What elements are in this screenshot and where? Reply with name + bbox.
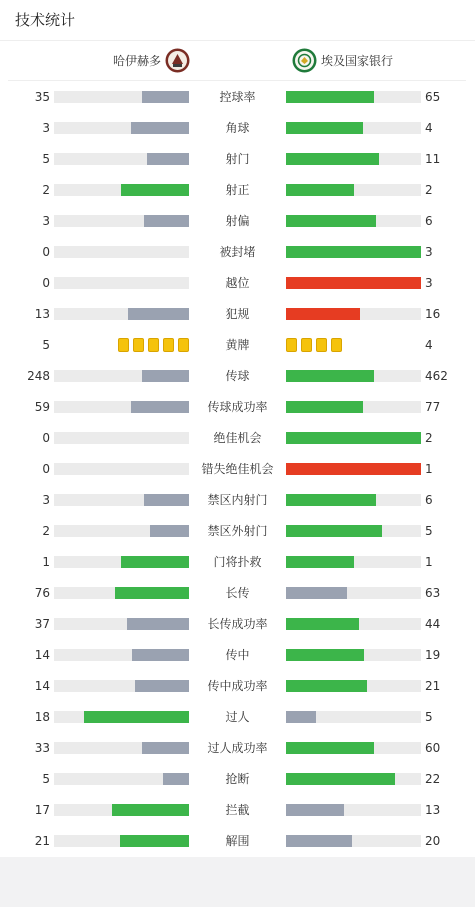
stat-row (0, 825, 475, 856)
away-stat-value: 3 (425, 245, 433, 259)
home-stat-bar-fill (132, 649, 189, 661)
home-stat-value: 59 (34, 400, 50, 414)
away-stat-bar-track (286, 494, 421, 506)
yellow-card-icon (301, 338, 312, 352)
stat-row (0, 484, 475, 515)
away-stat-bar-fill (286, 525, 382, 537)
away-stat-bar-track (286, 91, 421, 103)
stat-label: 传球 (225, 369, 250, 383)
home-stat-bar-track (54, 587, 189, 599)
yellow-card-icon (163, 338, 174, 352)
home-stat-bar-track (54, 91, 189, 103)
away-stat-bar-track (286, 525, 421, 537)
stat-label: 禁区内射门 (207, 493, 268, 507)
yellow-card-icon (148, 338, 159, 352)
away-stat-value: 4 (425, 121, 433, 135)
home-stat-value: 18 (34, 710, 50, 724)
away-stat-bar-track (286, 680, 421, 692)
home-stat-bar-fill (131, 122, 189, 134)
away-stat-value: 6 (425, 493, 433, 507)
stat-label: 抢断 (225, 772, 250, 786)
away-stat-bar-track (286, 184, 421, 196)
home-stat-value: 21 (34, 834, 50, 848)
away-stat-bar-track (286, 463, 421, 475)
away-stat-value: 6 (425, 214, 433, 228)
home-stat-bar-fill (84, 711, 189, 723)
home-stat-bar-fill (135, 680, 189, 692)
stat-row (0, 298, 475, 329)
stat-row (0, 453, 475, 484)
stat-label: 控球率 (219, 90, 256, 104)
stat-row (0, 81, 475, 112)
away-stat-value: 20 (425, 834, 441, 848)
away-stat-bar-track (286, 153, 421, 165)
away-stat-bar-track (286, 432, 421, 444)
stat-label: 射门 (225, 152, 250, 166)
stat-row (0, 360, 475, 391)
home-stat-bar-track (54, 618, 189, 630)
away-stat-bar-track (286, 277, 421, 289)
home-stat-value: 3 (42, 121, 50, 135)
home-stat-bar-track (54, 463, 189, 475)
stat-row (0, 794, 475, 825)
stat-label: 禁区外射门 (207, 524, 268, 538)
away-stat-bar-fill (286, 649, 364, 661)
away-stat-bar-fill (286, 215, 376, 227)
home-team-name: 哈伊赫多 (112, 54, 161, 68)
away-stat-bar-track (286, 122, 421, 134)
home-stat-bar-track (54, 401, 189, 413)
yellow-card-icon (286, 338, 297, 352)
home-stat-bar-track (54, 308, 189, 320)
yellow-card-icon (316, 338, 327, 352)
away-stat-value: 19 (425, 648, 441, 662)
stat-label: 犯规 (225, 307, 250, 321)
page-title: 技术统计 (15, 11, 76, 29)
away-stat-bar-fill (286, 401, 363, 413)
away-stat-value: 5 (425, 710, 433, 724)
stat-row (0, 174, 475, 205)
yellow-card-icon (331, 338, 342, 352)
away-stat-bar-fill (286, 308, 360, 320)
home-stat-value: 37 (34, 617, 50, 631)
home-stat-bar-track (54, 246, 189, 258)
stat-label: 传中 (225, 648, 250, 662)
stat-label: 传中成功率 (207, 679, 268, 693)
stat-label: 过人 (225, 710, 250, 724)
away-stat-bar-fill (286, 680, 367, 692)
stat-label: 解围 (225, 834, 250, 848)
home-yellow-cards (118, 338, 189, 352)
home-stat-bar-fill (112, 804, 189, 816)
away-stat-value: 1 (425, 555, 433, 569)
stat-row (0, 267, 475, 298)
home-stat-bar-fill (144, 215, 189, 227)
home-stat-bar-track (54, 804, 189, 816)
home-stat-value: 3 (42, 493, 50, 507)
stat-row (0, 515, 475, 546)
stat-row (0, 236, 475, 267)
home-stat-bar-track (54, 494, 189, 506)
stat-row (0, 329, 475, 360)
stat-row (0, 608, 475, 639)
stat-row (0, 143, 475, 174)
away-stat-bar-track (286, 587, 421, 599)
home-stat-value: 5 (42, 772, 50, 786)
stat-row (0, 701, 475, 732)
away-stat-value: 2 (425, 183, 433, 197)
away-stat-value: 65 (425, 90, 441, 104)
away-stat-bar-fill (286, 184, 354, 196)
home-stat-bar-track (54, 742, 189, 754)
teams-header (8, 41, 466, 81)
home-stat-value: 76 (34, 586, 50, 600)
stat-label: 越位 (225, 276, 250, 290)
away-stat-bar-fill (286, 463, 421, 475)
away-stat-bar-fill (286, 370, 374, 382)
away-stat-value: 21 (425, 679, 441, 693)
away-stat-value: 4 (425, 338, 433, 352)
home-stat-value: 1 (42, 555, 50, 569)
home-stat-value: 2 (42, 524, 50, 538)
away-stat-bar-fill (286, 618, 359, 630)
home-stat-bar-fill (121, 184, 189, 196)
away-stat-bar-fill (286, 742, 374, 754)
away-stat-bar-track (286, 618, 421, 630)
stat-label: 长传 (225, 586, 250, 600)
stat-row (0, 112, 475, 143)
home-stat-bar-fill (142, 742, 189, 754)
home-stat-value: 2 (42, 183, 50, 197)
home-stat-bar-fill (150, 525, 189, 537)
home-stat-bar-track (54, 556, 189, 568)
home-stat-value: 0 (42, 431, 50, 445)
home-stat-value: 33 (34, 741, 50, 755)
haifa-crest-icon (165, 48, 190, 73)
away-stat-bar-fill (286, 277, 421, 289)
home-stat-bar-track (54, 432, 189, 444)
away-stat-value: 22 (425, 772, 441, 786)
home-stat-value: 5 (42, 152, 50, 166)
away-stat-bar-fill (286, 556, 354, 568)
stat-row (0, 732, 475, 763)
home-stat-bar-fill (163, 773, 189, 785)
home-stat-value: 3 (42, 214, 50, 228)
away-stat-bar-fill (286, 153, 379, 165)
away-stat-bar-track (286, 804, 421, 816)
home-stat-bar-track (54, 122, 189, 134)
away-stat-bar-fill (286, 587, 347, 599)
away-stat-value: 1 (425, 462, 433, 476)
home-stat-value: 35 (34, 90, 50, 104)
away-stat-bar-track (286, 711, 421, 723)
stat-label: 被封堵 (219, 245, 256, 259)
stat-label: 射正 (225, 183, 250, 197)
home-stat-bar-track (54, 215, 189, 227)
home-stat-bar-fill (128, 308, 189, 320)
home-stat-bar-fill (131, 401, 189, 413)
away-stat-value: 44 (425, 617, 441, 631)
home-stat-value: 14 (34, 679, 50, 693)
stat-row (0, 577, 475, 608)
stat-row (0, 205, 475, 236)
stat-row (0, 546, 475, 577)
away-stat-bar-track (286, 308, 421, 320)
home-stat-bar-fill (147, 153, 189, 165)
home-stat-bar-fill (142, 370, 189, 382)
home-stat-bar-fill (121, 556, 189, 568)
home-stat-value: 248 (27, 369, 50, 383)
stat-label: 黄牌 (225, 338, 250, 352)
away-stat-bar-track (286, 556, 421, 568)
away-stat-bar-fill (286, 122, 363, 134)
home-stat-bar-track (54, 835, 189, 847)
home-stat-bar-fill (142, 91, 189, 103)
away-stat-value: 77 (425, 400, 441, 414)
away-stat-value: 3 (425, 276, 433, 290)
home-stat-bar-fill (127, 618, 189, 630)
home-stat-bar-track (54, 184, 189, 196)
away-stat-bar-fill (286, 246, 421, 258)
away-stat-value: 63 (425, 586, 441, 600)
home-stat-bar-track (54, 525, 189, 537)
home-stat-value: 14 (34, 648, 50, 662)
stat-row (0, 391, 475, 422)
away-stat-value: 11 (425, 152, 441, 166)
away-stat-value: 13 (425, 803, 441, 817)
away-stat-bar-track (286, 742, 421, 754)
away-stat-bar-track (286, 246, 421, 258)
away-stat-value: 60 (425, 741, 441, 755)
away-stat-bar-fill (286, 91, 374, 103)
away-stat-bar-fill (286, 711, 316, 723)
home-stat-bar-fill (120, 835, 189, 847)
stat-label: 拦截 (225, 803, 250, 817)
stat-row (0, 670, 475, 701)
home-team[interactable] (113, 48, 190, 73)
national-bank-egypt-crest-icon (292, 48, 317, 73)
away-stat-bar-fill (286, 773, 395, 785)
home-stat-value: 0 (42, 276, 50, 290)
away-stat-bar-track (286, 370, 421, 382)
away-stat-bar-track (286, 215, 421, 227)
stats-list (0, 81, 475, 856)
away-stat-bar-fill (286, 494, 376, 506)
home-stat-value: 5 (42, 338, 50, 352)
home-stat-bar-track (54, 649, 189, 661)
home-stat-bar-track (54, 153, 189, 165)
stat-row (0, 639, 475, 670)
stat-label: 传球成功率 (207, 400, 268, 414)
stat-label: 角球 (225, 121, 250, 135)
home-stat-bar-track (54, 773, 189, 785)
home-stat-bar-track (54, 680, 189, 692)
stat-label: 绝佳机会 (213, 431, 262, 445)
away-yellow-cards (286, 338, 342, 352)
away-stat-bar-track (286, 773, 421, 785)
home-stat-bar-track (54, 277, 189, 289)
stat-label: 射偏 (225, 214, 250, 228)
home-stat-bar-track (54, 711, 189, 723)
stat-label: 长传成功率 (207, 617, 268, 631)
home-stat-value: 13 (34, 307, 50, 321)
yellow-card-icon (118, 338, 129, 352)
away-stat-bar-track (286, 649, 421, 661)
away-stat-bar-fill (286, 804, 344, 816)
home-stat-bar-fill (115, 587, 189, 599)
stat-row (0, 763, 475, 794)
yellow-card-icon (178, 338, 189, 352)
away-stat-value: 2 (425, 431, 433, 445)
yellow-card-icon (133, 338, 144, 352)
stat-row (0, 422, 475, 453)
home-stat-bar-track (54, 370, 189, 382)
home-stat-value: 0 (42, 462, 50, 476)
home-stat-bar-fill (144, 494, 189, 506)
home-stat-value: 0 (42, 245, 50, 259)
away-stat-bar-fill (286, 835, 352, 847)
away-stat-bar-fill (286, 432, 421, 444)
away-stat-bar-track (286, 835, 421, 847)
home-stat-value: 17 (34, 803, 50, 817)
away-team-name: 埃及国家银行 (321, 54, 394, 68)
stat-label: 门将扑救 (213, 555, 262, 569)
away-stat-value: 462 (425, 369, 448, 383)
stat-label: 错失绝佳机会 (201, 462, 274, 476)
stat-label: 过人成功率 (207, 741, 268, 755)
away-team[interactable] (292, 48, 393, 73)
away-stat-value: 16 (425, 307, 441, 321)
away-stat-bar-track (286, 401, 421, 413)
away-stat-value: 5 (425, 524, 433, 538)
